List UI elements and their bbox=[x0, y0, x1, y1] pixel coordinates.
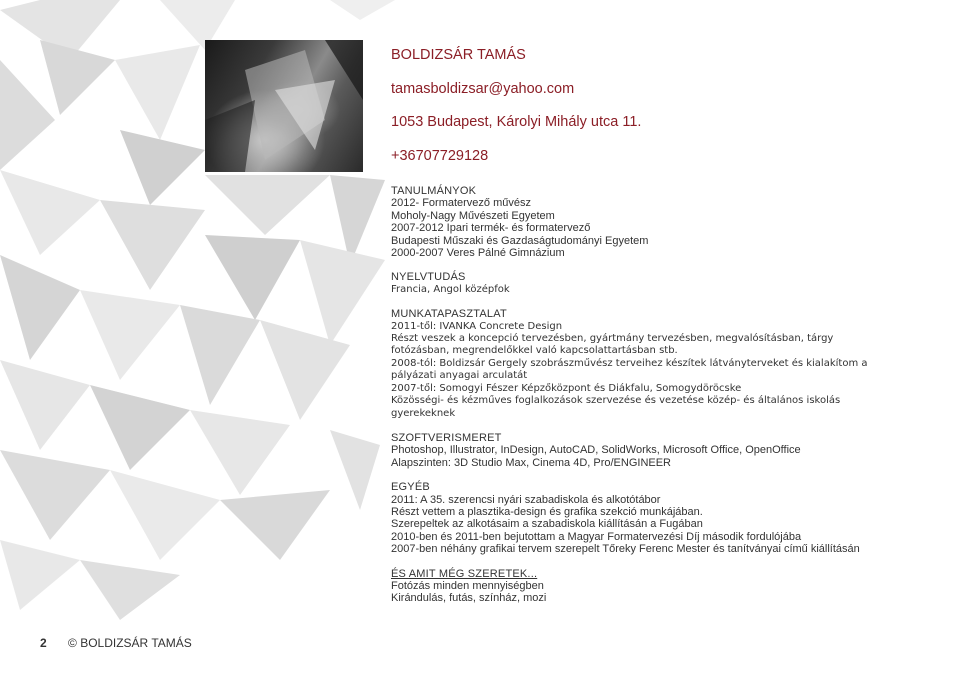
contact-name: BOLDIZSÁR TAMÁS bbox=[391, 47, 526, 63]
section-software bbox=[391, 432, 936, 469]
section-studies bbox=[391, 185, 936, 259]
section-line: Részt vettem a plasztika-design és grafika szekció munkájában. bbox=[391, 505, 703, 518]
page-footer bbox=[40, 636, 192, 650]
section-line: 2010-ben és 2011-ben bejutottam a Magyar Formatervezési Díj második fordulójába bbox=[391, 530, 802, 543]
section-line: 2011-től: IVANKA Concrete Design bbox=[391, 320, 563, 332]
profile-photo bbox=[205, 40, 363, 172]
section-line: Szerepeltek az alkotásaim a szabadiskola kiállításán a Fugában bbox=[391, 518, 703, 531]
section-languages bbox=[391, 271, 936, 296]
section-line: Moholy-Nagy Művészeti Egyetem bbox=[391, 209, 555, 222]
section-line: Alapszinten: 3D Studio Max, Cinema 4D, Pro/ENGINEER bbox=[391, 456, 672, 469]
footer-copyright: © BOLDIZSÁR TAMÁS bbox=[68, 636, 192, 650]
section-experience bbox=[391, 308, 936, 420]
section-line: 2007-től: Somogyi Fészer Képzőközpont és Diákfalu, Somogydöröcske bbox=[391, 382, 742, 394]
section-line: Photoshop, Illustrator, InDesign, AutoCAD, SolidWorks, Microsoft Office, OpenOffice bbox=[391, 444, 801, 457]
section-line: 2011: A 35. szerencsi nyári szabadiskola és alkotótábor bbox=[391, 493, 661, 506]
section-line: Kirándulás, futás, színház, mozi bbox=[391, 592, 547, 605]
section-line: Fotózás minden mennyiségben bbox=[391, 579, 544, 592]
page-number: 2 bbox=[40, 636, 47, 650]
section-line: fotózásban, megrendelőkkel való kapcsolattartásban stb. bbox=[391, 345, 678, 357]
contact-email[interactable]: tamasboldizsar@yahoo.com bbox=[391, 81, 575, 97]
section-heading: TANULMÁNYOK bbox=[391, 185, 477, 197]
section-line: Budapesti Műszaki és Gazdaságtudományi Egyetem bbox=[391, 234, 649, 247]
contact-phone: +36707729128 bbox=[391, 148, 489, 164]
section-line: 2012- Formatervező művész bbox=[391, 197, 531, 210]
section-heading: EGYÉB bbox=[391, 481, 430, 494]
section-line: gyerekeknek bbox=[391, 407, 456, 419]
contact-address: 1053 Budapest, Károlyi Mihály utca 11. bbox=[391, 114, 642, 130]
section-line: pályázati anyagai arculatát bbox=[391, 370, 528, 382]
section-hobbies bbox=[391, 568, 936, 605]
section-heading: SZOFTVERISMERET bbox=[391, 431, 502, 444]
section-line: Részt veszek a koncepció tervezésben, gyártmány tervezésben, megvalósításban, tárgy bbox=[391, 333, 834, 345]
section-line: Közösségi- és kézműves foglalkozások szervezése és vezetése közép- és általános iskolás bbox=[391, 395, 841, 407]
cv-content bbox=[391, 185, 936, 617]
section-line: 2007-2012 Ipari termék- és formatervező bbox=[391, 222, 591, 235]
section-line: Francia, Angol középfok bbox=[391, 283, 510, 295]
section-line: 2007-ben néhány grafikai tervem szerepelt Tőreky Ferenc Mester és tanítványai című kiállításán bbox=[391, 543, 860, 556]
section-line: 2000-2007 Veres Pálné Gimnázium bbox=[391, 247, 565, 260]
section-other bbox=[391, 481, 936, 555]
section-heading: MUNKATAPASZTALAT bbox=[391, 308, 507, 321]
section-heading: ÉS AMIT MÉG SZERETEK... bbox=[391, 567, 538, 580]
section-heading: NYELVTUDÁS bbox=[391, 271, 466, 284]
section-line: 2008-tól: Boldizsár Gergely szobrászművész terveihez készítek látványterveket és kialakítom a bbox=[391, 357, 868, 369]
